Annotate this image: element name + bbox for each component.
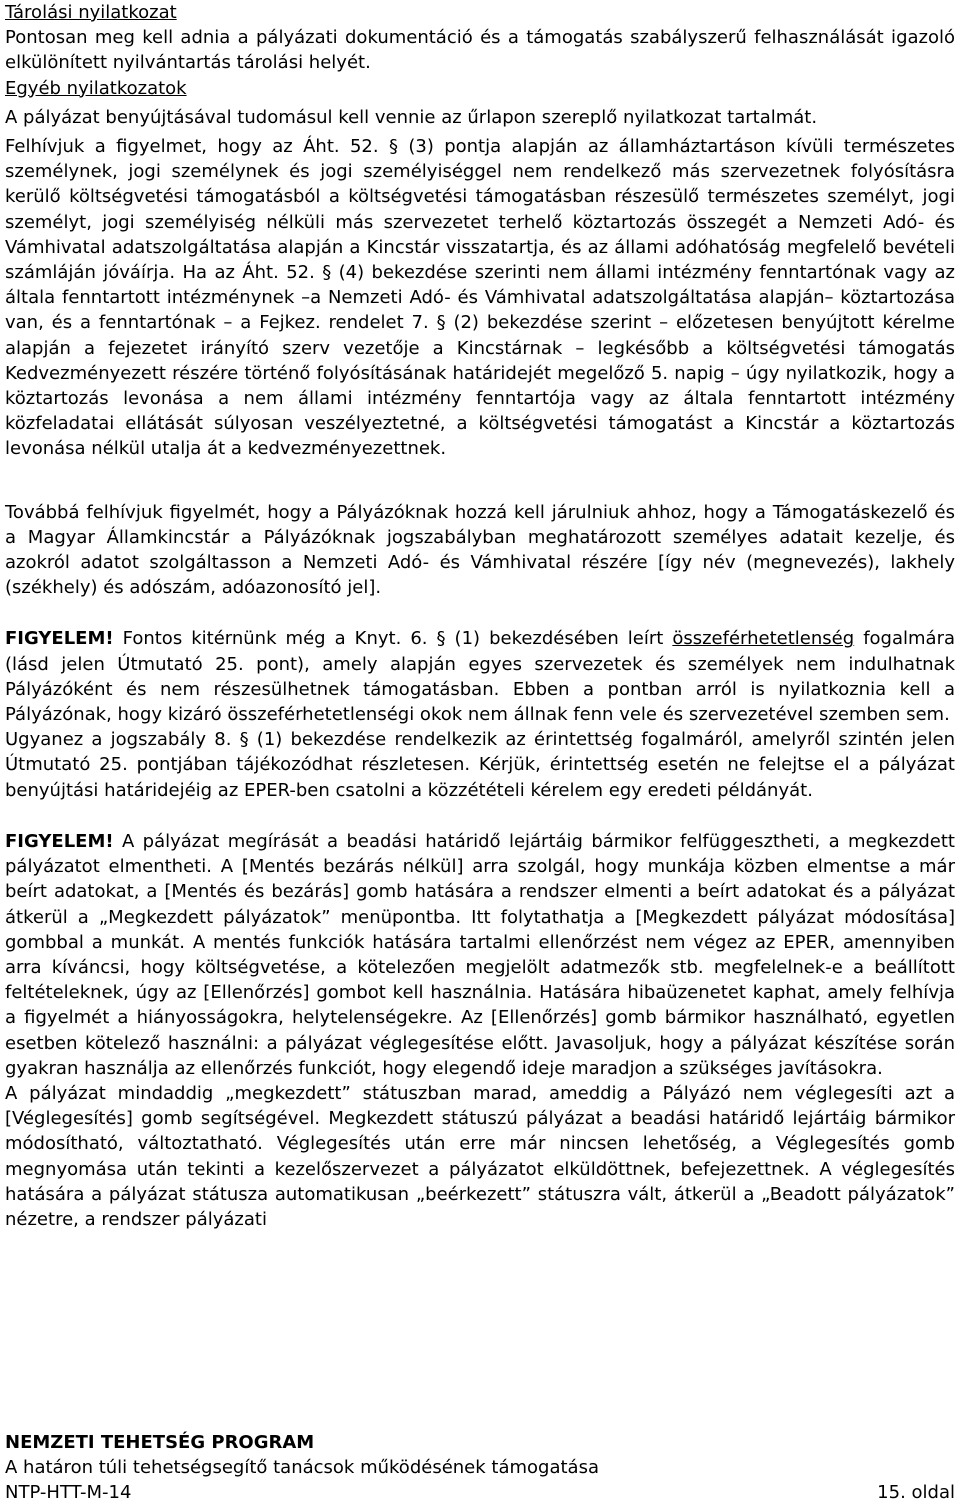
conflict-text-a: Fontos kitérnünk még a Knyt. 6. § (1) bekezdésében leírt [113,628,673,650]
program-subtitle: A határon túli tehetségsegítő tanácsok működésének támogatása [5,1457,599,1478]
conflict-of-interest-paragraph [5,626,955,727]
conflict-link[interactable]: összeférhetetlenség [672,628,855,650]
document-code: NTP-HTT-M-14 [5,1482,132,1503]
saving-paragraph [5,829,955,1081]
document-page [5,0,955,1232]
personal-data-paragraph: Továbbá felhívjuk figyelmét, hogy a Pályázóknak hozzá kell járulniuk ahhoz, hogy a Támogatáskezelő és a Magyar Államkincstár a Pályázóknak jogszabályban meghatározott személyes adatait kezelje, és azokról adatot szolgáltasson a Nemzeti Adó- és Vámhivatal részére [így név (megnevezés), lakhely (székhely) és adószám, adóazonosító jel]. [5,501,955,599]
storage-declaration-heading: Tárolási nyilatkozat [5,2,177,23]
other-declarations-line: A pályázat benyújtásával tudomásul kell vennie az űrlapon szereplő nyilatkozat tartalmát. [5,106,818,128]
aht-paragraph: Felhívjuk a figyelmet, hogy az Áht. 52. § (3) pontja alapján az államháztartáson kívüli természetes személynek, jogi személynek és jogi személyiséggel nem rendelkező más szervezetnek folyósításra kerülő költségvetési támogatásból a költségvetési támogatásban részesülő természetes személyt, jogi személyt, jogi személyiség nélküli más szervezetet terhelő köztartozás összegét a Nemzeti Adó- és Vámhivatal adatszolgáltatása alapján a Kincstár visszatartja, és az állami adóhatóság megfelelő bevételi számláján jóváírja. Ha az Áht. 52. § (4) bekezdése szerinti nem állami intézmény fenntartónak vagy az általa fenntartott intézménynek –a Nemzeti Adó- és Vámhivatal adatszolgáltatása alapján– köztartozása van, és a fenntartónak – a Fejkez. rendelet 7. § (2) bekezdése szerint – előzetesen benyújtott kérelme alapján a fejezetet irányító szerv vezetője a Kincstárnak – legkésőbb a költségvetési támogatás Kedvezményezett részére történő folyósításának határidejét megelőző 5. napig – úgy nyilatkozik, hogy a köztartozás levonása a nem állami intézmény fenntartója vagy az általa fenntartott intézmény közfeladatai ellátását súlyosan veszélyeztetné, a költségvetési támogatást a Kincstár a köztartozás levonása nélkül utalja át a kedvezményezettnek. [5,136,955,460]
finalization-paragraph: A pályázat mindaddig „megkezdett” státuszban marad, ameddig a Pályázó nem véglegesíti azt a [Véglegesítés] gomb segítségével. Megkezdett státuszú pályázat a beadási határidő lejártáig bármikor módosítható, változtatható. Véglegesítés után erre már nincsen lehetőség, a Véglegesítés gomb megnyomása után tekinti a kezelőszervezet a pályázatot elküldöttnek, befejezettnek. A véglegesítés hatására a pályázat státusza automatikusan „beérkezett” státuszra vált, átkerül a „Beadott pályázatok” nézetre, a rendszer pályázati [5,1082,955,1230]
footer-row [5,1480,955,1505]
conflict-text-b: fogalmára (lásd jelen Útmutató 25. pont), amely alapján egyes szervezetek és személyek nem indulhatnak Pályázóként és nem részesülhetnek támogatásban. Ebben a pontban arról is nyilatkoznia kell a Pályázónak, hogy kizáró összeférhetetlenségi okok nem állnak fenn vele és szervezetével szemben sem. [5,628,955,726]
storage-declaration-text: Pontosan meg kell adnia a pályázati dokumentáció és a támogatás szabályszerű felhasználását igazoló elkülönített nyilvántartás tárolási helyét. [5,27,955,74]
program-name: NEMZETI TEHETSÉG PROGRAM [5,1432,315,1453]
other-declarations-heading: Egyéb nyilatkozatok [5,77,187,99]
involvement-paragraph: Ugyanez a jogszabály 8. § (1) bekezdése rendelkezik az érintettség fogalmáról, amelyről szintén jelen Útmutató 25. pontjában tájékozódhat részletesen. Kérjük, érintettség esetén ne felejtse el a pályázat benyújtási határidejéig az EPER-ben csatolni a közzétételi kérelem egy eredeti példányát. [5,729,955,801]
warning-label-2: FIGYELEM! [5,830,114,852]
warning-label: FIGYELEM! [5,628,114,650]
page-footer [5,1430,955,1505]
page-number: 15. oldal [877,1482,955,1503]
saving-text: A pályázat megírását a beadási határidő lejártáig bármikor felfüggesztheti, a megkezdett pályázatot elmentheti. A [Mentés bezárás nélkül] arra szolgál, hogy munkája közben elmentse a már beírt adatokat, a [Mentés és bezárás] gomb hatására a rendszer elmenti a beírt adatokat és a pályázat átkerül a „Megkezdett pályázatok” menüpontba. Itt folytathatja a [Megkezdett pályázat módosítása] gombbal a munkát. A mentés funkciók hatására tartalmi ellenőrzést nem végez az EPER, amennyiben arra kíváncsi, hogy költségvetése, a kötelezően megjelölt adatmezők stb. megfelelnek-e a beállított feltételeknek, úgy az [Ellenőrzés] gombot kell használnia. Hatására hibaüzenetet kaphat, amely felhívja a figyelmét a hiányosságokra, helytelenségekre. Az [Ellenőrzés] gomb bármikor használható, egyetlen esetben kötelező használni: a pályázat véglegesítése előtt. Javasoljuk, hogy a pályázat készítése során gyakran használja az ellenőrzés funkciót, hogy elegendő ideje maradjon a szükséges javításokra. [5,830,955,1079]
